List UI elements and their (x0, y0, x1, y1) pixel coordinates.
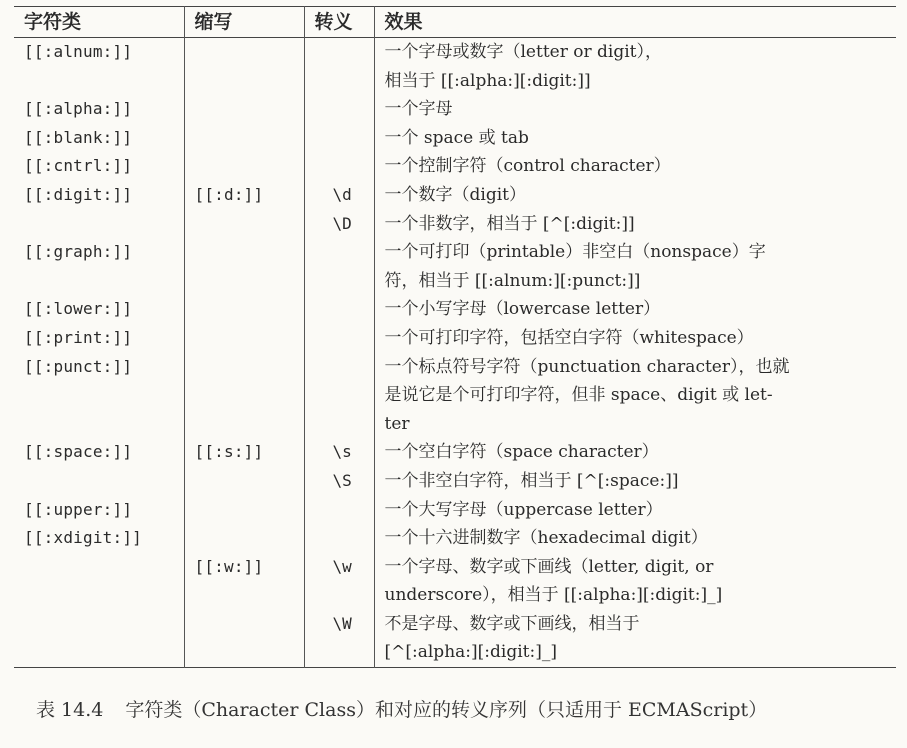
header-row (14, 7, 896, 38)
escape-cell (304, 38, 374, 96)
effect-line: 一个字母 (384, 99, 453, 120)
effect-line: 一个十六进制数字（hexadecimal digit） (384, 528, 708, 549)
escape-cell (304, 238, 374, 295)
table-caption (36, 695, 767, 722)
table-row (14, 152, 896, 181)
table-row (14, 95, 896, 124)
char-class-cell (14, 467, 184, 496)
abbreviation-cell (184, 295, 304, 324)
escape-cell: \d (304, 181, 374, 210)
effect-cell (374, 95, 896, 124)
abbreviation-cell (184, 152, 304, 181)
abbreviation-cell (184, 467, 304, 496)
effect-line: 是说它是个可打印字符，但非 space、digit 或 let- (384, 385, 773, 406)
escape-cell (304, 95, 374, 124)
escape-cell: \w (304, 553, 374, 610)
effect-cell (374, 496, 896, 525)
effect-line: 一个标点符号字符（punctuation character），也就 (384, 356, 790, 377)
effect-cell (374, 38, 896, 96)
table-row (14, 553, 896, 610)
char-class-cell: [[:punct:]] (24, 356, 133, 376)
effect-line: 一个非空白字符，相当于 [^[:space:]] (384, 470, 679, 491)
abbreviation-cell (184, 496, 304, 525)
header-char-class: 字符类 (24, 11, 82, 33)
effect-line: 一个字母或数字（letter or digit）， (384, 42, 662, 62)
escape-cell: \W (304, 610, 374, 668)
effect-line: 一个大写字母（uppercase letter） (384, 499, 663, 520)
char-class-cell: [[:alpha:]] (24, 99, 133, 119)
table-row (14, 467, 896, 496)
escape-cell (304, 496, 374, 525)
effect-line: 一个可打印字符，包括空白字符（whitespace） (384, 327, 754, 348)
table-row (14, 124, 896, 153)
char-class-cell: [[:lower:]] (24, 299, 133, 319)
char-class-cell (14, 210, 184, 239)
char-class-cell: [[:upper:]] (24, 499, 133, 519)
effect-line: underscore），相当于 [[:alpha:][:digit:]_] (384, 585, 723, 606)
effect-cell (374, 324, 896, 353)
escape-cell (304, 152, 374, 181)
effect-line: 相当于 [[:alpha:][:digit:]] (384, 70, 591, 91)
escape-cell: \D (304, 210, 374, 239)
effect-line: 一个可打印（printable）非空白（nonspace）字 (384, 242, 766, 263)
effect-line: 一个小写字母（lowercase letter） (384, 299, 661, 320)
effect-line: 一个空白字符（space character） (384, 442, 659, 463)
table-row (14, 438, 896, 467)
effect-cell (374, 438, 896, 467)
table-row (14, 238, 896, 295)
abbreviation-cell (184, 353, 304, 439)
table-row (14, 524, 896, 553)
effect-cell (374, 524, 896, 553)
char-class-cell: [[:blank:]] (24, 127, 133, 147)
escape-cell (304, 524, 374, 553)
char-class-cell: [[:alnum:]] (24, 42, 133, 61)
char-class-cell: [[:digit:]] (24, 184, 133, 204)
char-class-cell: [[:space:]] (24, 442, 133, 462)
escape-cell (304, 353, 374, 439)
caption-number: 表 14.4 (36, 699, 104, 721)
header-effect: 效果 (374, 7, 896, 38)
effect-line: 一个控制字符（control character） (384, 156, 671, 177)
abbreviation-cell (184, 324, 304, 353)
effect-line: [^[:alpha:][:digit:]_] (384, 642, 557, 663)
table-row (14, 38, 896, 96)
effect-cell (374, 210, 896, 239)
effect-cell (374, 467, 896, 496)
abbreviation-cell (184, 38, 304, 96)
effect-line: ter (384, 413, 410, 434)
char-class-cell: [[:xdigit:]] (24, 528, 142, 548)
abbreviation-cell (184, 524, 304, 553)
escape-cell: \S (304, 467, 374, 496)
effect-cell (374, 238, 896, 295)
abbreviation-cell: [[:d:]] (184, 181, 304, 210)
table-row (14, 210, 896, 239)
effect-cell (374, 353, 896, 439)
effect-line: 一个数字（digit） (384, 184, 526, 205)
effect-cell (374, 181, 896, 210)
effect-line: 一个非数字，相当于 [^[:digit:]] (384, 213, 635, 234)
effect-cell (374, 553, 896, 610)
table-row (14, 324, 896, 353)
header-escape: 转义 (304, 7, 374, 38)
escape-cell: \s (304, 438, 374, 467)
table-row (14, 610, 896, 668)
abbreviation-cell (184, 210, 304, 239)
table-row (14, 295, 896, 324)
character-class-table-container (14, 6, 896, 668)
char-class-cell: [[:graph:]] (24, 242, 133, 262)
escape-cell (304, 124, 374, 153)
header-abbreviation: 缩写 (184, 7, 304, 38)
abbreviation-cell (184, 124, 304, 153)
effect-cell (374, 124, 896, 153)
table-row (14, 353, 896, 439)
table-header (14, 7, 896, 38)
effect-line: 一个 space 或 tab (384, 127, 529, 148)
table-row (14, 181, 896, 210)
effect-line: 符，相当于 [[:alnum:][:punct:]] (384, 270, 641, 291)
abbreviation-cell (184, 95, 304, 124)
table-body (14, 38, 896, 668)
escape-cell (304, 324, 374, 353)
char-class-cell (14, 553, 184, 610)
effect-cell (374, 610, 896, 668)
abbreviation-cell: [[:w:]] (184, 553, 304, 610)
abbreviation-cell (184, 238, 304, 295)
abbreviation-cell: [[:s:]] (184, 438, 304, 467)
abbreviation-cell (184, 610, 304, 668)
char-class-cell: [[:cntrl:]] (24, 156, 133, 176)
effect-line: 不是字母、数字或下画线，相当于 (384, 613, 640, 634)
character-class-table (14, 6, 896, 668)
caption-text: 字符类（Character Class）和对应的转义序列（只适用于 ECMAScript） (125, 699, 768, 721)
table-row (14, 496, 896, 525)
effect-cell (374, 152, 896, 181)
char-class-cell (14, 610, 184, 668)
escape-cell (304, 295, 374, 324)
char-class-cell: [[:print:]] (24, 327, 133, 347)
effect-cell (374, 295, 896, 324)
effect-line: 一个字母、数字或下画线（letter, digit, or (384, 556, 714, 577)
